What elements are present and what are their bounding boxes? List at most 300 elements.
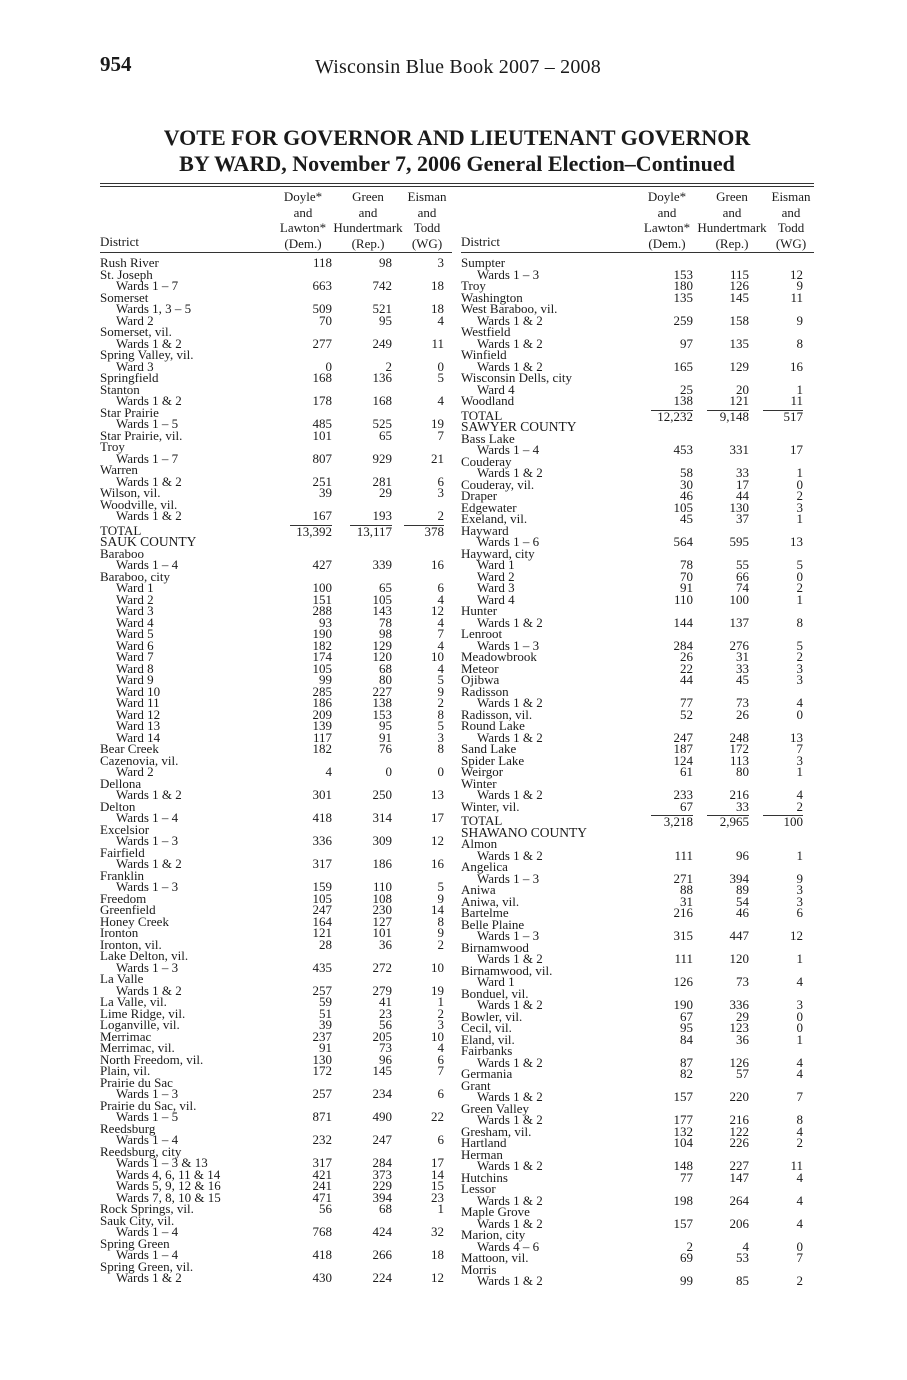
district-name: Fairfield [100, 844, 145, 860]
vote-dem: 52 [680, 706, 693, 722]
district-name: Merrimac [100, 1028, 152, 1044]
vote-wg: 3 [437, 729, 444, 745]
table-row [461, 614, 814, 630]
vote-rep: 172 [729, 741, 749, 756]
district-name: Wards 1 & 2 [477, 695, 543, 710]
district-name: Wilson, vil. [100, 485, 161, 500]
district-name: Winter, vil. [461, 798, 520, 814]
vote-dem: 126 [673, 974, 693, 989]
vote-dem: 84 [680, 1031, 693, 1047]
vote-wg: 2 [796, 798, 803, 814]
column-header [100, 190, 452, 253]
district-name: Ward 3 [116, 358, 154, 374]
vote-rep: 36 [379, 936, 392, 952]
district-name: Wards 1 – 3 [477, 637, 540, 653]
vote-dem: 301 [312, 787, 332, 802]
district-name: Wards 1 & 2 [477, 1112, 543, 1127]
vote-rep: 168 [372, 393, 392, 408]
vote-rep: 66 [736, 568, 749, 584]
vote-wg: 1 [796, 381, 803, 397]
district-name: Wisconsin Dells, city [461, 370, 573, 385]
vote-rep: 110 [372, 879, 392, 894]
vote-rep: 339 [372, 557, 392, 572]
district-name: Ward 2 [116, 312, 154, 328]
district-name: Hutchins [461, 1169, 508, 1185]
vote-rep: 68 [379, 1201, 392, 1216]
district-name: Delton [100, 798, 136, 814]
vote-wg: 0 [796, 476, 803, 492]
district-name: Wards 1 – 7 [116, 278, 179, 293]
table-row [100, 280, 452, 292]
table-row [461, 1054, 814, 1070]
district-name: Baraboo [100, 545, 145, 561]
running-head: Wisconsin Blue Book 2007 – 2008 [315, 56, 601, 78]
vote-dem: 871 [312, 1109, 332, 1124]
vote-rep: 216 [729, 787, 749, 802]
table-row [100, 789, 452, 801]
district-name: Bartelme [461, 905, 509, 920]
district-name: Ward 2 [116, 591, 154, 607]
vote-rep: 135 [729, 335, 749, 351]
table-row [100, 858, 452, 870]
vote-rep: 33 [736, 660, 749, 676]
vote-rep: 247 [372, 1132, 392, 1147]
vote-rep: 205 [372, 1028, 392, 1044]
vote-rep: 742 [372, 278, 392, 293]
vote-dem: 232 [312, 1132, 332, 1147]
district-name: Ward 5 [116, 626, 154, 641]
district-name: Green Valley [461, 1100, 529, 1116]
table-row [461, 1275, 814, 1287]
vote-rep: 76 [379, 741, 392, 756]
vote-wg: 3 [796, 893, 803, 909]
vote-rep: 234 [372, 1086, 392, 1101]
district-name: Wards 1 & 2 [477, 465, 543, 480]
vote-dem: 3,218 [651, 815, 693, 828]
vote-rep: 65 [379, 427, 392, 443]
district-name: Wards 1 – 3 [477, 266, 540, 282]
district-name: Wards 1 & 2 [116, 856, 182, 871]
district-name: Wards 1 – 6 [477, 534, 540, 549]
vote-rep: 37 [736, 511, 749, 526]
district-name: Wards 1 & 2 [116, 473, 182, 489]
vote-dem: 91 [680, 580, 693, 595]
district-name: Ironton [100, 925, 139, 940]
vote-dem: 233 [673, 787, 693, 802]
district-name: SAWYER COUNTY [461, 419, 577, 434]
vote-wg: 16 [431, 557, 444, 572]
vote-rep: 55 [736, 557, 749, 572]
vote-rep: 31 [736, 649, 749, 664]
vote-rep: 115 [729, 266, 749, 282]
vote-rep: 120 [372, 649, 392, 664]
vote-rep: 227 [729, 1158, 749, 1173]
district-name: Warren [100, 462, 138, 477]
vote-wg: 4 [796, 1192, 803, 1208]
table-row [461, 312, 814, 328]
vote-wg: 4 [796, 1054, 803, 1070]
table-row [100, 1272, 452, 1284]
table-row [100, 372, 452, 384]
vote-rep: 229 [372, 1178, 392, 1193]
vote-dem: 13,392 [290, 525, 332, 538]
vote-wg: 4 [796, 1215, 803, 1231]
district-name: Hartland [461, 1135, 507, 1150]
vote-rep: 136 [372, 370, 392, 385]
district-name: Woodland [461, 393, 515, 408]
vote-dem: 87 [680, 1054, 693, 1070]
vote-rep: 78 [379, 614, 392, 630]
district-name: Wards 4 – 6 [477, 1238, 540, 1254]
vote-wg: 8 [437, 706, 444, 722]
district-name: Bear Creek [100, 741, 159, 756]
vote-wg: 8 [796, 1112, 803, 1127]
vote-wg: 3 [796, 752, 803, 768]
district-name: Radisson, vil. [461, 706, 533, 722]
vote-wg: 2 [796, 580, 803, 595]
vote-dem: 135 [673, 289, 693, 305]
district-name: Dellona [100, 775, 142, 791]
district-name: Wards 1 & 2 [116, 787, 182, 802]
vote-rep: 74 [736, 580, 749, 595]
district-name: Ojibwa [461, 672, 500, 687]
vote-rep: 123 [729, 1020, 749, 1035]
vote-wg: 9 [796, 278, 803, 293]
district-name: Ward 11 [116, 695, 160, 710]
vote-dem: 180 [673, 278, 693, 293]
district-name: Hunter [461, 603, 498, 618]
vote-dem: 138 [673, 393, 693, 408]
district-name: Grant [461, 1077, 491, 1093]
vote-wg: 9 [437, 925, 444, 940]
vote-rep: 272 [372, 959, 392, 975]
vote-wg: 8 [437, 913, 444, 929]
table-row [461, 591, 814, 607]
vote-wg: 12 [431, 603, 444, 618]
vote-wg: 3 [437, 485, 444, 500]
district-name: Excelsior [100, 821, 150, 837]
vote-rep: 23 [379, 1005, 392, 1021]
candidate-header-rep: Green and Hundertmark (Rep.) [697, 189, 767, 251]
vote-rep: 122 [729, 1123, 749, 1139]
vote-wg: 6 [437, 1086, 444, 1101]
table-row [461, 266, 814, 282]
vote-rep: 105 [372, 591, 392, 607]
vote-dem: 46 [680, 488, 693, 503]
vote-wg: 1 [796, 511, 803, 526]
district-name: Sand Lake [461, 741, 517, 756]
district-name: Wards 1 & 2 [477, 1273, 543, 1288]
vote-rep: 20 [736, 381, 749, 397]
district-name: Couderay, vil. [461, 476, 535, 492]
district-name: Exeland, vil. [461, 511, 528, 526]
district-name: TOTAL [100, 522, 142, 538]
vote-dem: 2 [686, 1238, 693, 1254]
vote-rep: 73 [736, 974, 749, 989]
district-name: Eland, vil. [461, 1031, 515, 1047]
district-name: Ward 10 [116, 683, 161, 699]
district-name: Wards 1 & 2 [477, 312, 543, 328]
table-row [461, 1068, 814, 1080]
vote-rep: 314 [372, 810, 392, 825]
vote-rep: 98 [379, 255, 392, 270]
vote-wg: 9 [796, 870, 803, 886]
table-row [100, 1051, 452, 1067]
vote-rep: 45 [736, 672, 749, 687]
district-name: Ward 7 [116, 649, 154, 664]
vote-dem: 182 [312, 741, 332, 756]
district-name: Wards 1 – 3 [116, 1086, 179, 1101]
district-name: North Freedom, vil. [100, 1051, 204, 1067]
vote-wg: 2 [796, 1135, 803, 1150]
district-name: Ward 3 [116, 603, 154, 618]
vote-wg: 4 [796, 1066, 803, 1081]
vote-dem: 88 [680, 882, 693, 897]
vote-dem: 77 [680, 695, 693, 710]
district-name: Somerset [100, 289, 149, 305]
district-name: Wards 1 – 3 [116, 959, 179, 975]
vote-dem: 95 [680, 1020, 693, 1035]
vote-wg: 6 [437, 1051, 444, 1067]
vote-dem: 82 [680, 1066, 693, 1081]
vote-rep: 309 [372, 833, 392, 848]
vote-dem: 51 [319, 1005, 332, 1021]
vote-dem: 105 [312, 890, 332, 906]
vote-rep: 248 [729, 729, 749, 745]
vote-dem: 28 [319, 936, 332, 952]
district-name: Wards 7, 8, 10 & 15 [116, 1189, 221, 1205]
district-name: Merrimac, vil. [100, 1040, 175, 1055]
district-name: Prairie du Sac, vil. [100, 1097, 197, 1113]
district-name: La Valle, vil. [100, 994, 167, 1009]
vote-rep: 17 [736, 476, 749, 492]
vote-rep: 65 [379, 580, 392, 595]
vote-wg: 5 [437, 718, 444, 733]
vote-wg: 2 [437, 1005, 444, 1021]
district-name: Draper [461, 488, 498, 503]
vote-dem: 564 [673, 534, 693, 549]
district-name: Wards 5, 9, 12 & 16 [116, 1178, 221, 1193]
vote-wg: 14 [431, 902, 444, 917]
district-name: Wards 1 – 4 [477, 442, 540, 457]
vote-wg: 0 [437, 358, 444, 374]
vote-dem: 148 [673, 1158, 693, 1173]
vote-dem: 104 [673, 1135, 693, 1150]
district-name: Birnamwood [461, 939, 529, 955]
district-name: Aniwa [461, 882, 496, 897]
vote-dem: 277 [312, 335, 332, 351]
district-name: Ironton, vil. [100, 936, 162, 952]
vote-rep: 929 [372, 450, 392, 466]
vote-wg: 1 [437, 994, 444, 1009]
vote-dem: 167 [312, 508, 332, 523]
vote-wg: 3 [437, 255, 444, 270]
vote-dem: 453 [673, 442, 693, 457]
table-row [100, 881, 452, 893]
table-row [461, 674, 814, 686]
vote-wg: 18 [431, 301, 444, 316]
vote-dem: 241 [312, 1178, 332, 1193]
district-name: Meadowbrook [461, 649, 537, 664]
vote-rep: 394 [729, 870, 749, 886]
vote-wg: 6 [437, 580, 444, 595]
vote-wg: 4 [437, 393, 444, 408]
vote-wg: 517 [763, 410, 803, 423]
vote-rep: 158 [729, 312, 749, 328]
vote-wg: 10 [431, 649, 444, 664]
vote-dem: 177 [673, 1112, 693, 1127]
vote-wg: 4 [796, 695, 803, 710]
vote-dem: 186 [312, 695, 332, 710]
results-table-left [100, 257, 452, 1284]
district-name: Bonduel, vil. [461, 985, 529, 1001]
vote-wg: 8 [796, 614, 803, 630]
vote-rep: 56 [379, 1017, 392, 1032]
vote-dem: 25 [680, 381, 693, 397]
vote-wg: 3 [796, 660, 803, 676]
vote-wg: 3 [796, 997, 803, 1012]
district-name: Belle Plaine [461, 916, 525, 932]
district-name: Wards 1 & 2 [477, 614, 543, 630]
vote-rep: 230 [372, 902, 392, 917]
vote-dem: 190 [673, 997, 693, 1012]
vote-dem: 56 [319, 1201, 332, 1216]
vote-wg: 4 [796, 1169, 803, 1185]
vote-wg: 2 [796, 1273, 803, 1288]
table-row [100, 766, 452, 778]
district-name: Wards 1 – 4 [116, 1132, 179, 1147]
district-name: Wards 1 – 5 [116, 1109, 179, 1124]
vote-wg: 6 [437, 473, 444, 489]
vote-rep: 44 [736, 488, 749, 503]
table-row [461, 1123, 814, 1139]
vote-wg: 378 [404, 525, 444, 538]
vote-dem: 111 [674, 847, 693, 863]
vote-rep: 264 [729, 1192, 749, 1208]
vote-rep: 0 [385, 764, 392, 779]
vote-dem: 288 [312, 603, 332, 618]
district-name: Wards 1 & 2 [116, 1270, 182, 1285]
vote-wg: 1 [437, 1201, 444, 1216]
vote-wg: 1 [796, 951, 803, 966]
table-subtitle: BY WARD, November 7, 2006 General Election–Continued [179, 151, 735, 176]
vote-dem: 427 [312, 557, 332, 572]
district-name: Maple Grove [461, 1204, 530, 1219]
district-name: Wards 1 – 4 [116, 1224, 179, 1239]
district-name: Winfield [461, 347, 507, 362]
vote-dem: 257 [312, 1086, 332, 1101]
vote-wg: 7 [796, 741, 803, 756]
vote-wg: 13 [790, 534, 803, 549]
vote-rep: 153 [372, 706, 392, 722]
table-row [461, 893, 814, 909]
vote-rep: 250 [372, 787, 392, 802]
district-name: West Baraboo, vil. [461, 301, 558, 316]
district-name: La Valle [100, 971, 144, 986]
district-name: Troy [100, 439, 125, 454]
vote-wg: 0 [796, 568, 803, 584]
vote-dem: 4 [325, 764, 332, 779]
district-name: Ward 1 [477, 557, 515, 572]
vote-dem: 430 [312, 1270, 332, 1285]
vote-dem: 251 [312, 473, 332, 489]
vote-rep: 336 [729, 997, 749, 1012]
vote-dem: 100 [312, 580, 332, 595]
vote-wg: 0 [796, 1020, 803, 1035]
vote-rep: 186 [372, 856, 392, 871]
vote-wg: 9 [437, 683, 444, 699]
district-name: Cecil, vil. [461, 1020, 512, 1035]
district-name: Wards 1 – 4 [116, 557, 179, 572]
vote-wg: 1 [796, 591, 803, 607]
vote-dem: 130 [312, 1051, 332, 1067]
vote-rep: 96 [736, 847, 749, 863]
vote-dem: 159 [312, 879, 332, 894]
vote-dem: 0 [325, 358, 332, 374]
vote-dem: 807 [312, 450, 332, 466]
vote-dem: 110 [673, 591, 693, 607]
district-name: Spring Green [100, 1235, 170, 1251]
vote-dem: 247 [673, 729, 693, 745]
vote-dem: 70 [319, 312, 332, 328]
district-name: Star Prairie [100, 404, 159, 420]
vote-rep: 525 [372, 416, 392, 431]
vote-dem: 61 [680, 764, 693, 779]
vote-rep: 145 [372, 1063, 392, 1078]
district-name: Wards 1 & 2 [477, 847, 543, 863]
vote-wg: 12 [431, 833, 444, 848]
district-name: Cazenovia, vil. [100, 752, 179, 768]
vote-dem: 317 [312, 856, 332, 871]
vote-dem: 284 [673, 637, 693, 653]
district-name: Gresham, vil. [461, 1123, 532, 1139]
vote-rep: 113 [729, 752, 749, 768]
district-name: Wards 1 & 2 [477, 1192, 543, 1208]
table-row [100, 835, 452, 847]
vote-rep: 80 [736, 764, 749, 779]
district-name: Meteor [461, 660, 499, 676]
vote-wg: 8 [437, 741, 444, 756]
district-name: Round Lake [461, 718, 525, 733]
vote-rep: 120 [729, 951, 749, 966]
vote-rep: 73 [379, 1040, 392, 1055]
vote-dem: 59 [319, 994, 332, 1009]
vote-wg: 17 [790, 442, 803, 457]
vote-dem: 198 [673, 1192, 693, 1208]
district-name: Ward 2 [477, 568, 515, 584]
vote-wg: 19 [431, 982, 444, 998]
vote-rep: 100 [729, 591, 749, 607]
vote-rep: 33 [736, 798, 749, 814]
vote-wg: 5 [796, 557, 803, 572]
vote-rep: 68 [379, 660, 392, 676]
vote-wg: 1 [796, 1031, 803, 1047]
vote-wg: 3 [796, 499, 803, 515]
vote-rep: 447 [729, 928, 749, 943]
vote-wg: 17 [431, 1155, 444, 1170]
vote-rep: 126 [729, 278, 749, 293]
results-table-right [461, 257, 814, 1287]
vote-dem: 418 [312, 1247, 332, 1262]
vote-dem: 421 [312, 1166, 332, 1182]
vote-wg: 0 [796, 1008, 803, 1024]
vote-rep: 193 [372, 508, 392, 523]
vote-dem: 435 [312, 959, 332, 975]
vote-wg: 12 [790, 928, 803, 943]
table-row [461, 798, 814, 814]
district-name: Washington [461, 289, 523, 305]
vote-wg: 100 [763, 815, 803, 828]
